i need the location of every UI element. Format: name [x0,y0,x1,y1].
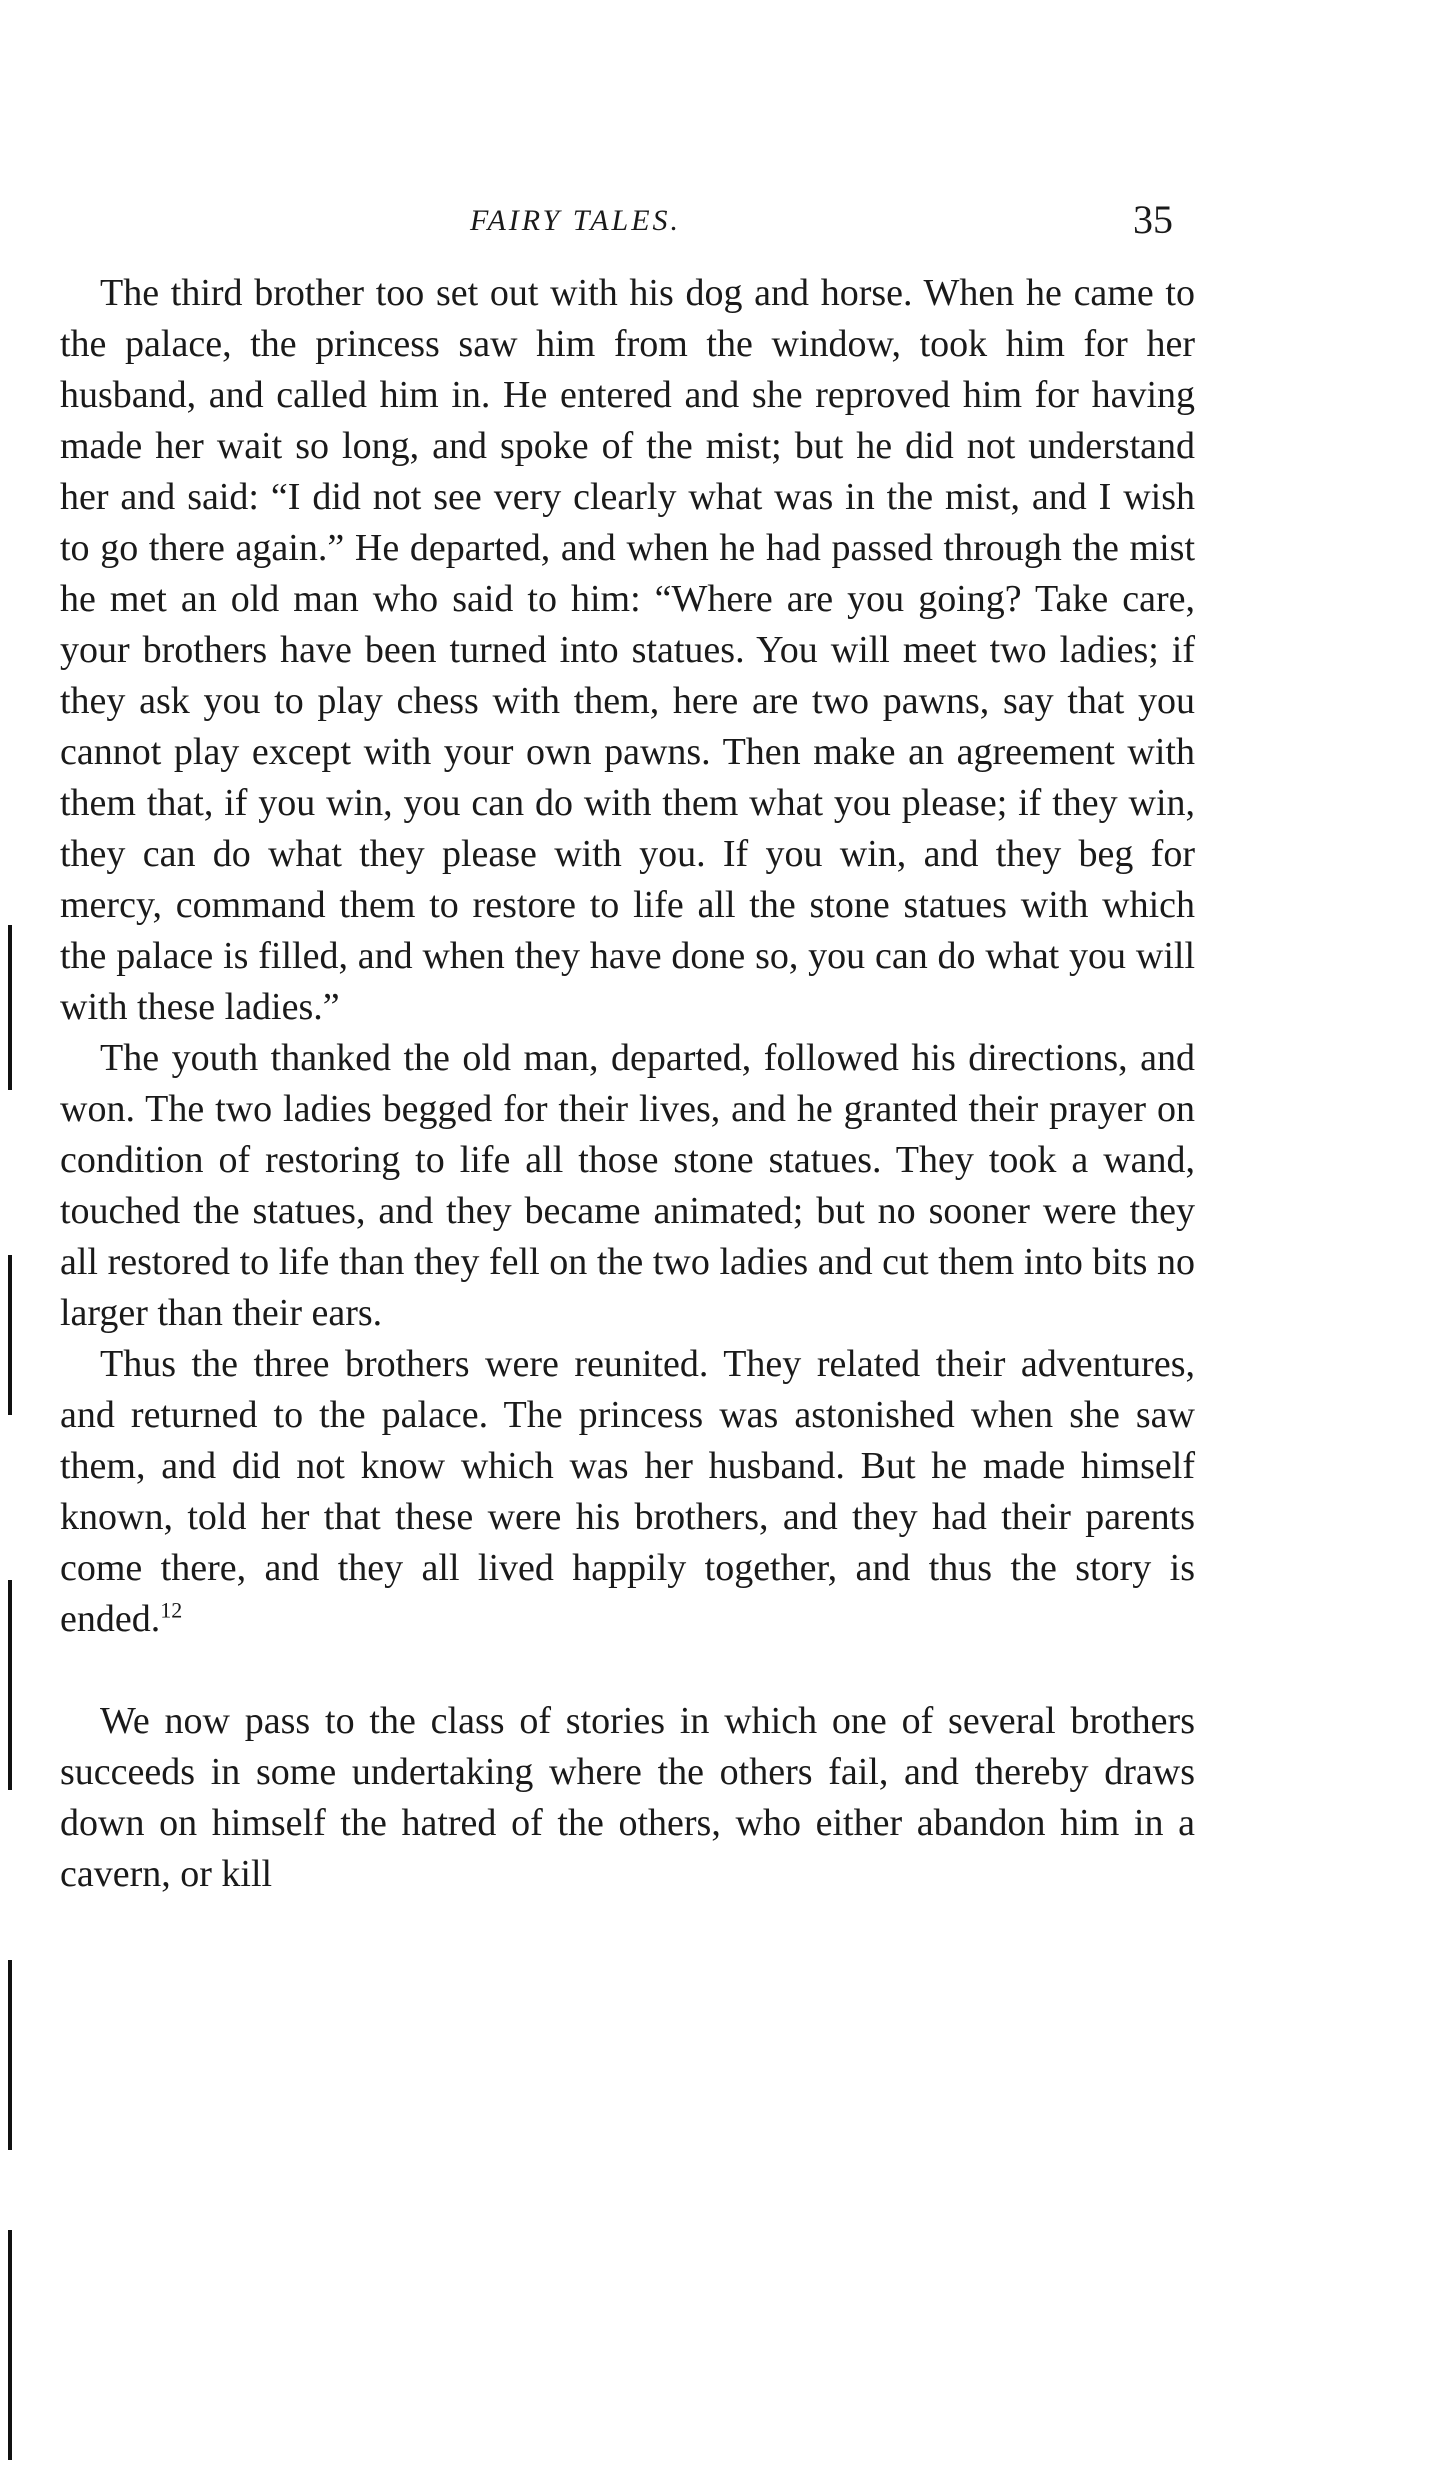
body-text [60,268,1195,1900]
margin-scan-mark [8,1255,12,1415]
margin-scan-mark [8,925,12,1090]
paragraph-class-of-stories: We now pass to the class of stories in which one of several brothers succeeds in some undertaking where the others fail, and thereby draws down on himself the hatred of the others, who either abandon him in a cavern, or kill [60,1700,1195,1895]
page-number: 35 [1133,197,1173,242]
footnote-reference: 12 [160,1597,183,1623]
paragraph-youth-thanked: The youth thanked the old man, departed, followed his directions, and won. The two ladies begged for their lives, and he granted their prayer on condition of restoring to life all those stone statues. They took a wand, touched the statues, and they became animated; but no sooner were they all restored to life than they fell on the two ladies and cut them into bits no larger than their ears. [60,1037,1195,1334]
paragraph-brothers-reunited-text: Thus the three brothers were reunited. They related their adventures, and returned to the palace. The princess was astonished when she saw them, and did not know which was her husband. But he made himself known, told her that these were his brothers, and they had their parents come there, and they all lived happily together, and thus the story is ended. [60,1343,1195,1640]
running-head [0,196,1444,246]
paragraph-third-brother: The third brother too set out with his dog and horse. When he came to the palace, the princess saw him from the window, took him for her husband, and called him in. He entered and she reproved him for having made her wait so long, and spoke of the mist; but he did not understand her and said: “I did not see very clearly what was in the mist, and I wish to go there again.” He departed, and when he had passed through the mist he met an old man who said to him: “Where are you going? Take care, your brothers have been turned into statues. You will meet two ladies; if they ask you to play chess with them, here are two pawns, say that you cannot play except with your own pawns. Then make an agreement with them that, if you win, you can do with them what you please; if they win, they can do what they please with you. If you win, and they beg for mercy, command them to restore to life all the stone statues with which the palace is filled, and when they have done so, you can do what you will with these ladies.” [60,272,1195,1028]
paragraph-brothers-reunited [60,1339,1195,1645]
margin-scan-mark [8,2230,12,2460]
margin-scan-mark [8,1960,12,2150]
margin-scan-mark [8,1580,12,1790]
running-title: FAIRY TALES. [470,204,682,237]
